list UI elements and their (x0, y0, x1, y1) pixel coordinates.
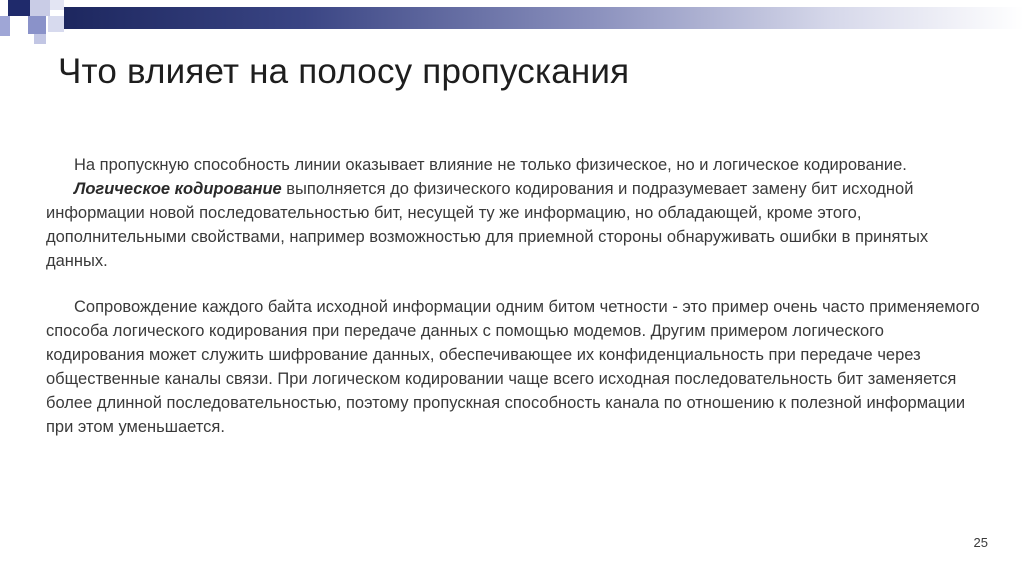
decor-square (0, 16, 10, 36)
paragraph-1-text: На пропускную способность линии оказывает влияние не только физическое, но и логическое кодирование. (74, 156, 907, 174)
slide-title: Что влияет на полосу пропускания (58, 52, 630, 91)
decor-square (28, 16, 46, 34)
header-gradient-bar (64, 7, 1024, 29)
paragraph-3-text: Сопровождение каждого байта исходной информации одним битом четности - это пример очень часто применяемого способа логического кодирования при передаче данных с помощью модемов. Другим примером логического кодирования может служить шифрование данных, обеспечивающее их конфиденциальность при передаче через общественные каналы связи. При логическом кодировании чаще всего исходная последовательность бит заменяется более длинной последовательностью, поэтому пропускная способность канала по отношению к полезной информации при этом уменьшается. (46, 298, 980, 436)
decor-square (50, 0, 64, 10)
decor-square (30, 0, 50, 16)
paragraph-1 (46, 153, 986, 177)
decor-square (48, 16, 64, 32)
paragraph-2-text: выполняется до физического кодирования и подразумевает замену бит исходной информации новой последовательностью бит, несущей ту же информацию, но обладающей, кроме этого, дополнительными свойствами, например возможностью для приемной стороны обнаруживать ошибки в принятых данных. (46, 180, 929, 270)
paragraph-2-emphasis: Логическое кодирование (74, 180, 282, 198)
paragraph-2 (46, 177, 986, 273)
slide-body (46, 153, 986, 439)
paragraph-3 (46, 295, 986, 439)
decor-square (8, 0, 30, 16)
decor-square (34, 34, 46, 44)
page-number: 25 (973, 535, 988, 550)
